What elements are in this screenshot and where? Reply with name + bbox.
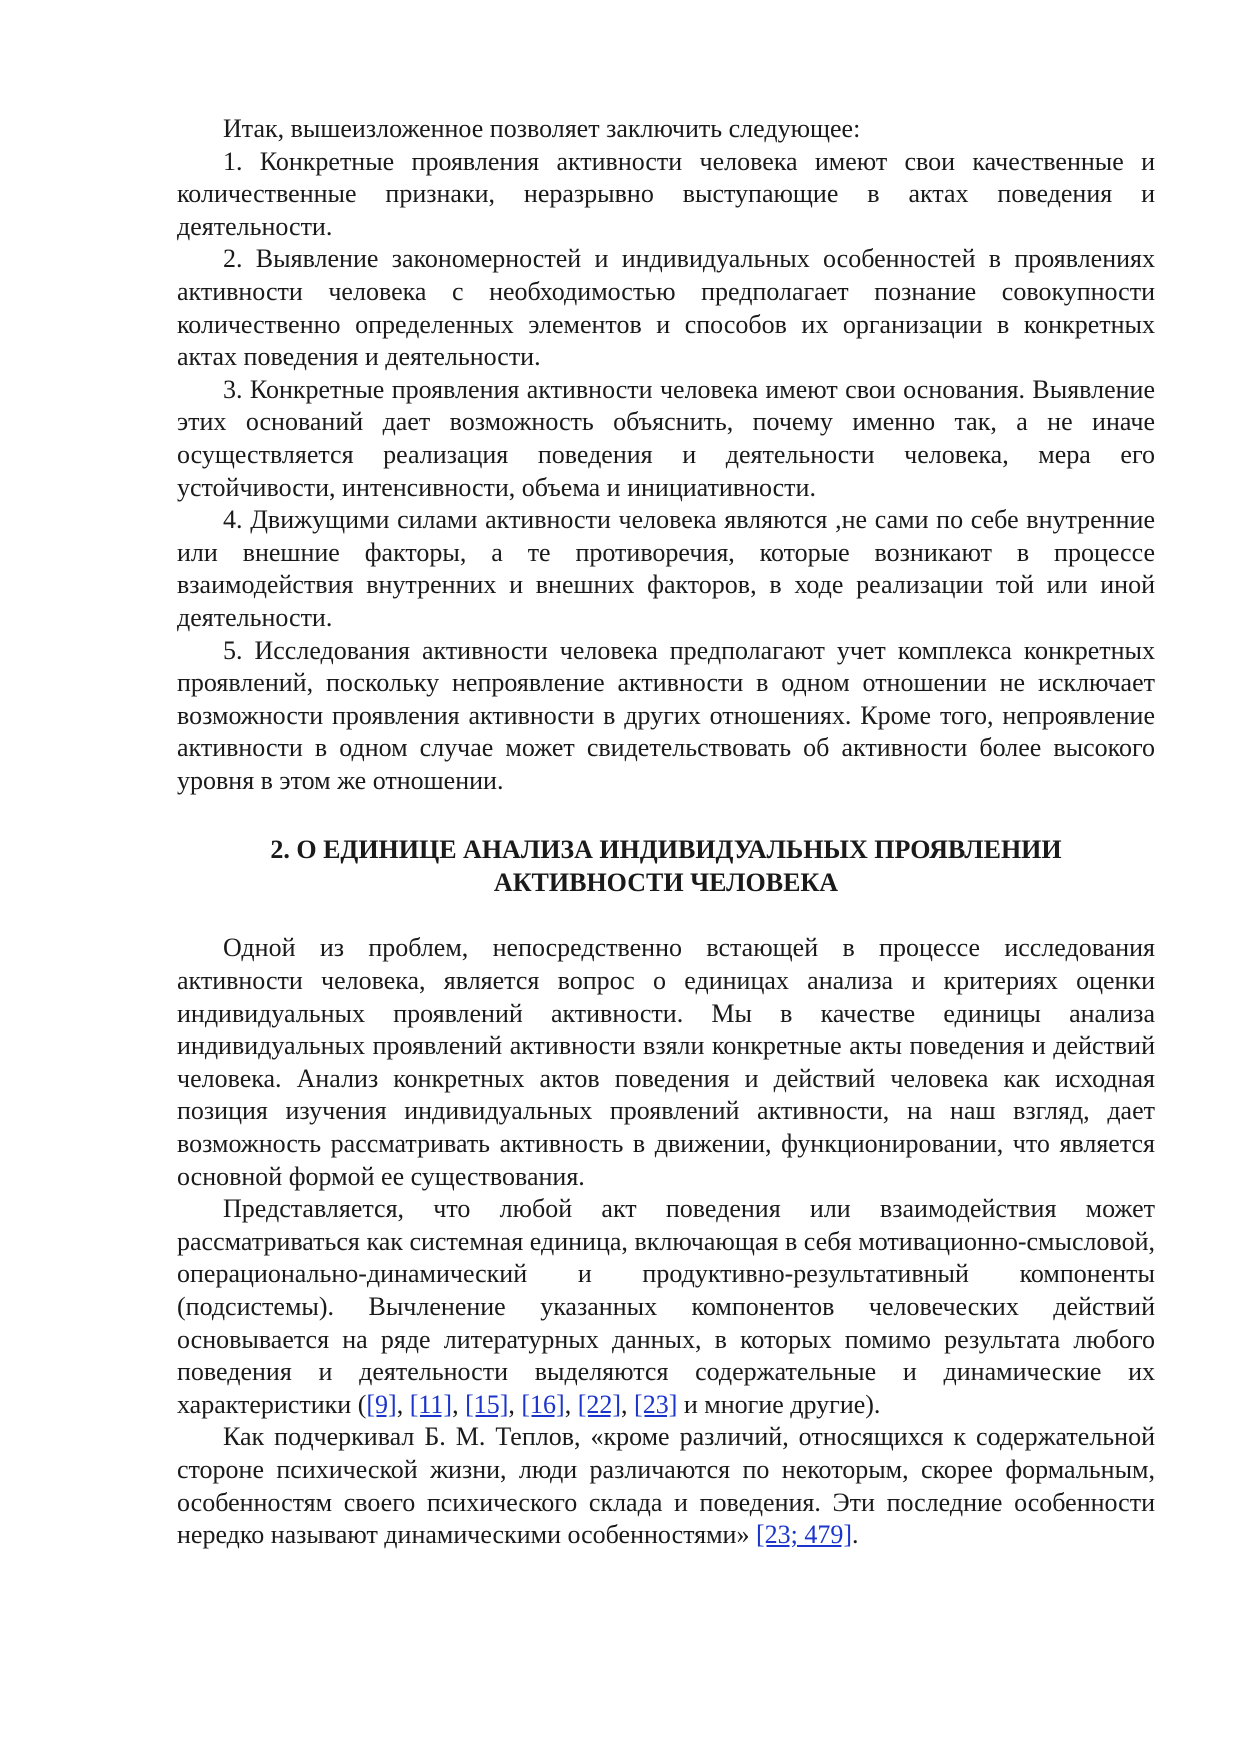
reference-link-23-479[interactable]: [23; 479] <box>755 1520 853 1550</box>
reference-link-9[interactable]: [9] <box>366 1389 397 1419</box>
section-heading-line-2: АКТИВНОСТИ ЧЕЛОВЕКА <box>493 868 839 898</box>
section-paragraph-3 <box>177 1421 1155 1551</box>
paragraph-2-tail: и многие другие). <box>677 1389 881 1419</box>
separator: , <box>452 1389 466 1419</box>
separator: , <box>396 1389 410 1419</box>
conclusion-5: 5. Исследования активности человека предполагают учет комплекса конкретных проявлений, поскольку непроявление активности в одном отношении не исключает возможности проявления активности в других отношениях. Кроме того, непроявление активности в одном случае может свидетельствовать об активности более высокого уровня в этом же отношении. <box>177 635 1155 795</box>
conclusion-4: 4. Движущими силами активности человека являются ,не сами по себе внутренние или внешние факторы, а те противоречия, которые возникают в процессе взаимодействия внутренних и внешних факторов, в ходе реализации той или иной деятельности. <box>177 505 1155 632</box>
reference-link-22[interactable]: [22] <box>577 1389 622 1419</box>
separator: , <box>564 1389 578 1419</box>
reference-link-11[interactable]: [11] <box>409 1389 453 1419</box>
separator: , <box>621 1389 635 1419</box>
reference-link-15[interactable]: [15] <box>465 1389 509 1419</box>
document-page <box>177 113 1155 1552</box>
conclusion-2: 2. Выявление закономерностей и индивидуальных особенностей в проявлениях активности человека с необходимостью предполагает познание совокупности количественно определенных элементов и способов их организации в конкретных актах поведения и деятельности. <box>177 244 1155 372</box>
paragraph-3-text: Как подчеркивал Б. М. Теплов, «кроме различий, относящихся к содержательной стороне психической жизни, люди различаются по некоторым, скорее формальным, особенностям своего психического склада и поведения. Эти последние особенности нередко называют динамическими особенностями» <box>177 1422 1155 1550</box>
reference-link-16[interactable]: [16] <box>521 1389 565 1419</box>
reference-link-23[interactable]: [23] <box>634 1389 678 1419</box>
section-heading <box>177 833 1155 899</box>
conclusion-3: 3. Конкретные проявления активности человека имеют свои основания. Выявление этих оснований дает возможность объяснить, почему именно так, а не иначе осуществляется реализация поведения и деятельности человека, мера его устойчивости, интенсивности, объема и инициативности. <box>177 374 1155 502</box>
intro-paragraph: Итак, вышеизложенное позволяет заключить следующее: <box>223 114 861 143</box>
section-paragraph-2 <box>177 1193 1155 1421</box>
separator: , <box>508 1389 522 1419</box>
paragraph-2-text: Представляется, что любой акт поведения или взаимодействия может рассматриваться как системная единица, включающая в себя мотивационно-смысловой, операционально-динамический и продуктивно-результативный компоненты (подсистемы). Вычленение указанных компонентов человеческих действий основывается на ряде литературных данных, в которых помимо результата любого поведения и деятельности выделяются содержательные и динамические их характеристики ( <box>177 1194 1155 1419</box>
conclusion-1: 1. Конкретные проявления активности человека имеют свои качественные и количественные признаки, неразрывно выступающие в актах поведения и деятельности. <box>177 146 1155 241</box>
paragraph-3-tail: . <box>852 1520 859 1550</box>
section-paragraph-1: Одной из проблем, непосредственно встающей в процессе исследования активности человека, является вопрос о единицах анализа и критериях оценки индивидуальных проявлений активности. Мы в качестве единицы анализа индивидуальных проявлений активности взяли конкретные акты поведения и действий человека. Анализ конкретных актов поведения и действий человека как исходная позиция изучения индивидуальных проявлений активности, на наш взгляд, дает возможность рассматривать активность в движении, функционировании, что является основной формой ее существования. <box>177 933 1155 1191</box>
section-heading-line-1: 2. О ЕДИНИЦЕ АНАЛИЗА ИНДИВИДУАЛЬНЫХ ПРОЯВЛЕНИИ <box>270 835 1062 865</box>
